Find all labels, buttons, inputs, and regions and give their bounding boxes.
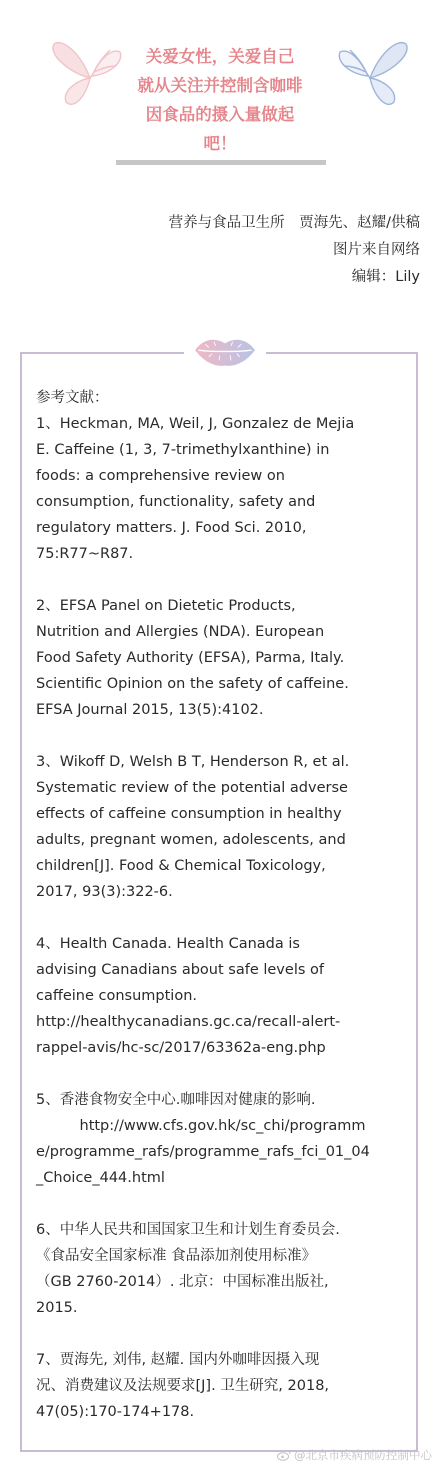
reference-line: 2017, 93(3):322-6. [36, 884, 173, 900]
slogan [110, 42, 330, 158]
reference-line: 3、Wikoff D, Welsh B T, Henderson R, et al. [36, 754, 350, 770]
slogan-line: 因食品的摄入量做起 [145, 105, 295, 124]
watermark-text: @北京市疾病预防控制中心 [294, 1448, 432, 1462]
reference-line: effects of caffeine consumption in healthy [36, 806, 342, 822]
weibo-icon [277, 1449, 291, 1461]
butterfly-right-icon [328, 32, 410, 110]
reference-line: 6、中华人民共和国国家卫生和计划生育委员会. [36, 1222, 340, 1238]
reference-line: 75:R77~R87. [36, 546, 134, 562]
header-divider [116, 160, 326, 165]
reference-item [36, 749, 406, 905]
reference-url-line: http://healthycanadians.gc.ca/recall-alert- [36, 1014, 341, 1030]
reference-line: Food Safety Authority (EFSA), Parma, Italy. [36, 650, 345, 666]
reference-url-line: rappel-avis/hc-sc/2017/63362a-eng.php [36, 1040, 326, 1056]
credits [169, 210, 420, 291]
reference-line: adults, pregnant women, adolescents, and [36, 832, 346, 848]
reference-line: 7、贾海先, 刘伟, 赵耀. 国内外咖啡因摄入现 [36, 1352, 320, 1368]
references-content [36, 385, 406, 1425]
reference-line: 47(05):170-174+178. [36, 1404, 195, 1420]
reference-line: Systematic review of the potential adverse [36, 780, 348, 796]
credit-authors: 营养与食品卫生所 贾海先、赵耀/供稿 [168, 215, 420, 231]
reference-line: foods: a comprehensive review on [36, 468, 285, 484]
reference-line: caffeine consumption. [36, 988, 198, 1004]
reference-line: consumption, functionality, safety and [36, 494, 316, 510]
reference-line: Nutrition and Allergies (NDA). European [36, 624, 325, 640]
reference-line: （GB 2760-2014）. 北京：中国标准出版社, [36, 1274, 329, 1290]
reference-item [36, 931, 406, 1061]
reference-line: regulatory matters. J. Food Sci. 2010, [36, 520, 307, 536]
credit-image-source: 图片来自网络 [333, 242, 420, 258]
references-heading: 参考文献： [36, 390, 109, 406]
lips-icon [184, 330, 266, 372]
reference-line: 《食品安全国家标准 食品添加剂使用标准》 [36, 1248, 317, 1264]
reference-line: 2、EFSA Panel on Dietetic Products, [36, 598, 296, 614]
reference-item [36, 411, 406, 567]
credit-editor: 编辑：Lily [351, 269, 420, 285]
slogan-line: 就从关注并控制含咖啡 [137, 76, 303, 95]
reference-line: E. Caffeine (1, 3, 7-trimethylxanthine) in [36, 442, 330, 458]
slogan-line: 吧！ [203, 134, 237, 153]
reference-url-line: e/programme_rafs/programme_rafs_fci_01_04 [36, 1144, 370, 1160]
reference-line: 5、香港食物安全中心.咖啡因对健康的影响. [36, 1092, 316, 1108]
reference-line: EFSA Journal 2015, 13(5):4102. [36, 702, 264, 718]
reference-item [36, 1087, 406, 1191]
reference-line: Scientific Opinion on the safety of caffeine. [36, 676, 349, 692]
reference-line: advising Canadians about safe levels of [36, 962, 324, 978]
reference-item [36, 593, 406, 723]
reference-url-line: _Choice_444.html [36, 1170, 165, 1186]
reference-item [36, 1217, 406, 1321]
reference-line: children[J]. Food & Chemical Toxicology, [36, 858, 326, 874]
slogan-line: 关爱女性，关爱自己 [145, 47, 295, 66]
reference-line: 况、消费建议及法规要求[J]. 卫生研究, 2018, [36, 1378, 330, 1394]
reference-line: 2015. [36, 1300, 78, 1316]
reference-url-line: http://www.cfs.gov.hk/sc_chi/programm [36, 1118, 366, 1134]
watermark [277, 1447, 432, 1463]
header [0, 0, 440, 175]
reference-item [36, 1347, 406, 1425]
reference-line: 1、Heckman, MA, Weil, J, Gonzalez de Mejia [36, 416, 355, 432]
reference-line: 4、Health Canada. Health Canada is [36, 936, 300, 952]
